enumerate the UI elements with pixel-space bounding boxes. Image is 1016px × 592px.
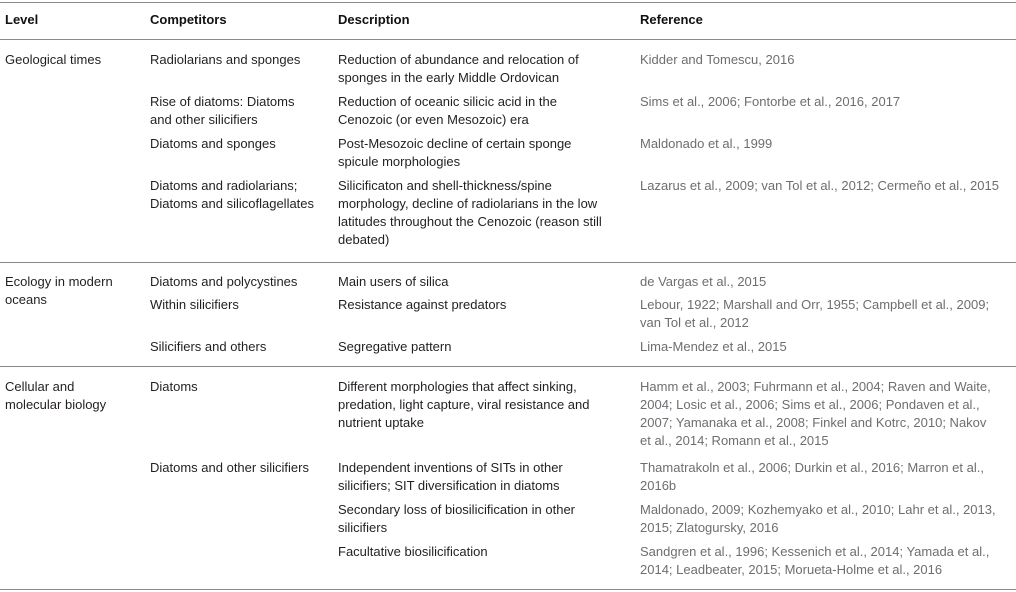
bottom-rule <box>0 589 1016 590</box>
reference-cell: Thamatrakoln et al., 2006; Durkin et al., 2016; Marron et al., 2016b <box>640 460 984 493</box>
description-cell: Resistance against predators <box>338 297 507 312</box>
column-header-description: Description <box>338 12 410 27</box>
description-cell: Different morphologies that affect sinking, predation, light capture, viral resistance and nutrient uptake <box>338 379 590 430</box>
section-level: Cellular and molecular biology <box>5 379 107 412</box>
description-cell: Independent inventions of SITs in other silicifiers; SIT diversification in diatoms <box>338 460 563 493</box>
description-cell: Reduction of oceanic silicic acid in the Cenozoic (or even Mesozoic) era <box>338 94 557 127</box>
column-header-reference: Reference <box>640 12 703 27</box>
section-divider <box>0 366 1016 367</box>
reference-cell: de Vargas et al., 2015 <box>640 274 767 289</box>
competitors-cell: Diatoms <box>150 379 198 394</box>
description-cell: Segregative pattern <box>338 339 452 354</box>
description-cell: Main users of silica <box>338 274 449 289</box>
column-header-level: Level <box>5 12 39 27</box>
competitors-cell: Rise of diatoms: Diatoms and other silicifiers <box>150 94 295 127</box>
reference-cell: Sandgren et al., 1996; Kessenich et al., 2014; Yamada et al., 2014; Leadbeater, 2015; Morueta-Holme et al., 2016 <box>640 544 990 577</box>
reference-cell: Lazarus et al., 2009; van Tol et al., 2012; Cermeño et al., 2015 <box>640 178 999 193</box>
description-cell: Secondary loss of biosilicification in other silicifiers <box>338 502 576 535</box>
column-header-competitors: Competitors <box>150 12 227 27</box>
competitors-cell: Diatoms and sponges <box>150 136 276 151</box>
reference-cell: Lima-Mendez et al., 2015 <box>640 339 787 354</box>
reference-cell: Lebour, 1922; Marshall and Orr, 1955; Campbell et al., 2009; van Tol et al., 2012 <box>640 297 990 330</box>
section-level: Ecology in modern oceans <box>5 274 113 307</box>
competitors-cell: Diatoms and radiolarians; Diatoms and silicoflagellates <box>150 178 315 211</box>
reference-cell: Kidder and Tomescu, 2016 <box>640 52 795 67</box>
section-divider <box>0 262 1016 263</box>
description-cell: Post-Mesozoic decline of certain sponge spicule morphologies <box>338 136 572 169</box>
reference-cell: Maldonado, 2009; Kozhemyako et al., 2010; Lahr et al., 2013, 2015; Zlatogursky, 2016 <box>640 502 996 535</box>
section-level: Geological times <box>5 52 102 67</box>
competitors-cell: Diatoms and other silicifiers <box>150 460 309 475</box>
description-cell: Reduction of abundance and relocation of sponges in the early Middle Ordovican <box>338 52 579 85</box>
top-rule <box>0 2 1016 3</box>
reference-cell: Maldonado et al., 1999 <box>640 136 773 151</box>
header-rule <box>0 39 1016 40</box>
description-cell: Facultative biosilicification <box>338 544 488 559</box>
competitors-cell: Radiolarians and sponges <box>150 52 301 67</box>
competitors-cell: Silicifiers and others <box>150 339 267 354</box>
description-cell: Silicificaton and shell-thickness/spine morphology, decline of radiolarians in the low latitudes throughout the Cenozoic (reason still debated) <box>338 178 602 247</box>
reference-cell: Hamm et al., 2003; Fuhrmann et al., 2004; Raven and Waite, 2004; Losic et al., 2006; Sims et al., 2006; Pondaven et al., 2007; Yamanaka et al., 2008; Finkel and Kotrc, 2010; Nakov et al., 2014; Romann et al., 2015 <box>640 379 991 448</box>
competitors-cell: Within silicifiers <box>150 297 239 312</box>
reference-cell: Sims et al., 2006; Fontorbe et al., 2016, 2017 <box>640 94 901 109</box>
competitors-cell: Diatoms and polycystines <box>150 274 298 289</box>
